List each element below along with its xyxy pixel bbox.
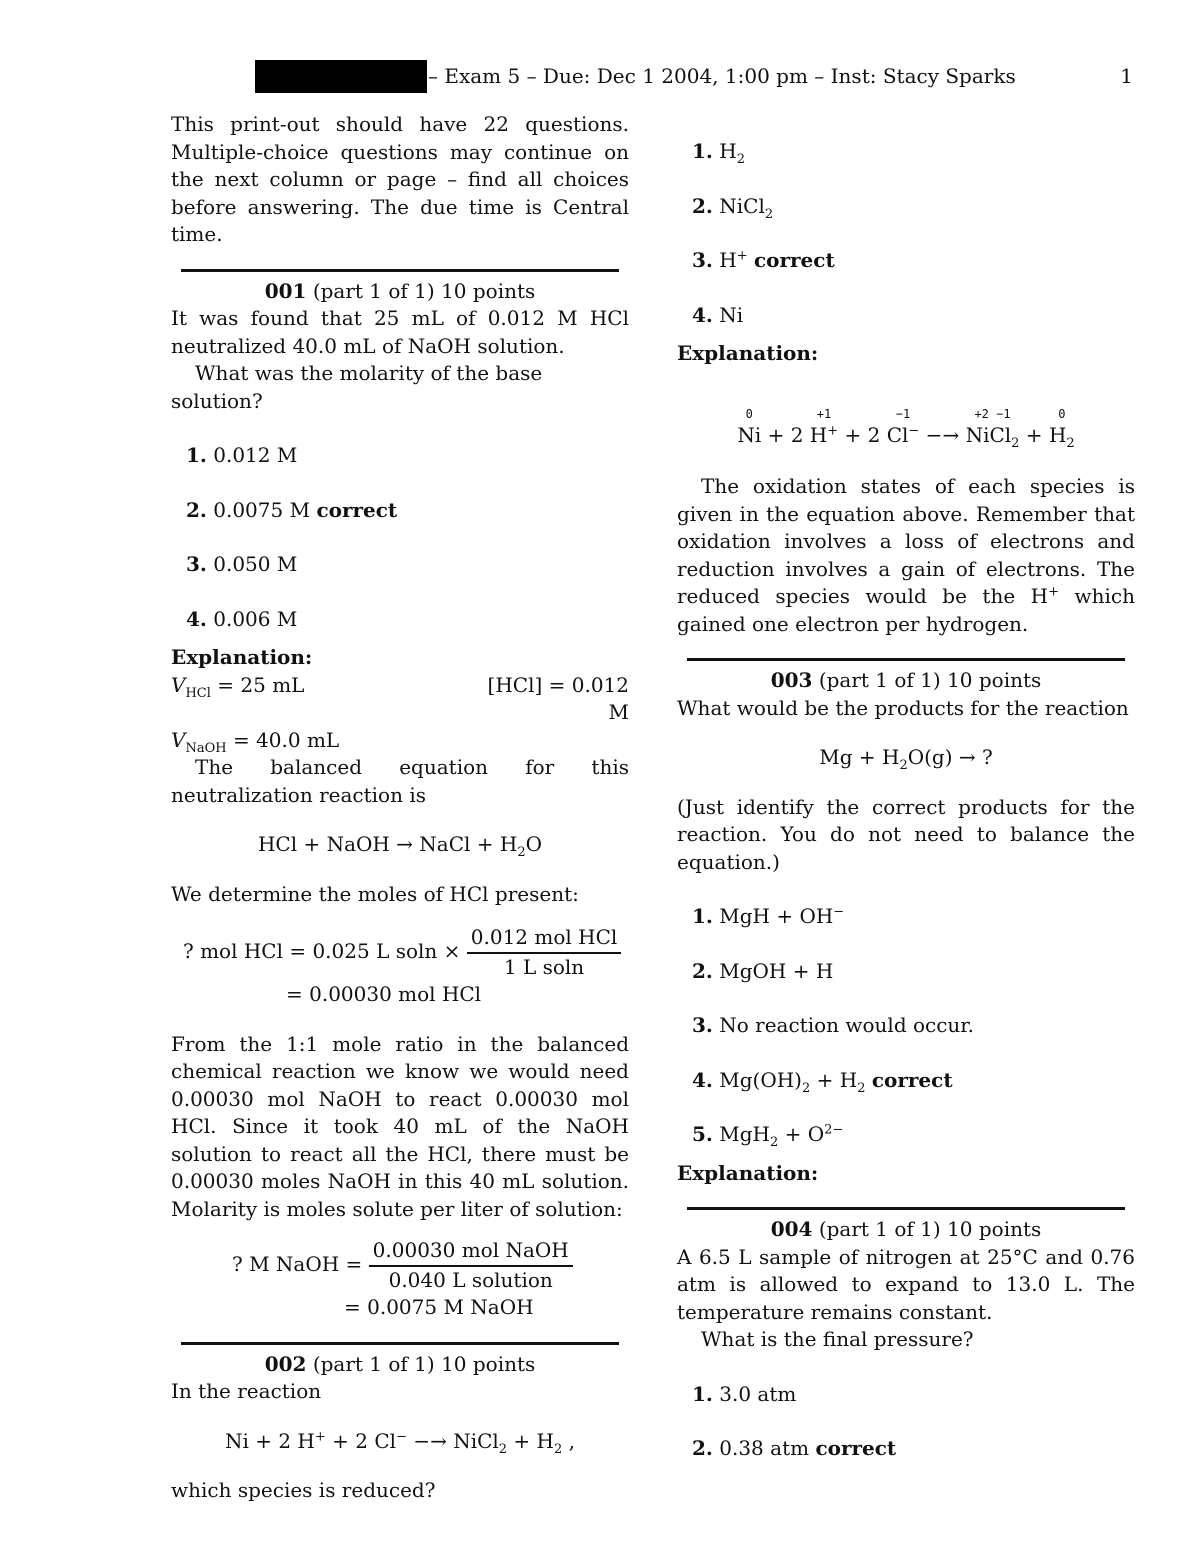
question-text: A 6.5 L sample of nitrogen at 25°C and 0.76 atm is allowed to expand to 13.0 L. The temperature remains constant. (677, 1244, 1135, 1324)
question-001 (171, 278, 629, 1322)
question-prompt: which species is reduced? (171, 1478, 436, 1502)
question-002 (171, 1351, 629, 1505)
reaction-equation: Ni + 2 H+ + 2 Cl− −→ NiCl$_2$ + $H_2$ , (224, 1428, 575, 1457)
neutralization-equation: HCl + NaOH → NaCl + $H_2O$ (257, 832, 543, 860)
choice-3[interactable]: 3. No reaction would occur. (692, 1013, 975, 1037)
page-number: 1 (1120, 64, 1133, 88)
choice-4[interactable]: 4. $Mg(OH)_2 + H_2$ correct (692, 1067, 953, 1096)
choice-1[interactable]: 1. 0.012 M (186, 443, 298, 467)
right-column (677, 111, 1135, 1463)
question-note: (Just identify the correct products for the reaction. You do not need to balance the equation.) (677, 794, 1135, 874)
choice-2[interactable]: 2. MgOH + H (692, 958, 834, 983)
correct-marker: correct (871, 1067, 953, 1092)
choice-2[interactable]: 2. 0.0075 M correct (186, 497, 398, 522)
reaction-equation: $Mg + H_2O(g)$ → ? (819, 745, 993, 773)
question-003 (677, 667, 1135, 1187)
molarity-calculation: ? M NaOH = $\frac{\text{0.00030 mol NaOH}}{\text{0.040 L solution}}$ (171, 1237, 629, 1294)
ratio-explanation: From the 1:1 mole ratio in the balanced chemical reaction we know we would need 0.00030 mol NaOH to react 0.00030 mol HCl. Since it took 40 mL of the NaOH solution to react all the HCl, there must be 0.00030 moles NaOH in this 40 mL solution. Molarity is moles solute per liter of solution: (171, 1031, 629, 1221)
left-column (171, 111, 629, 1505)
question-prompt: What is the final pressure? (701, 1327, 974, 1351)
redacted-name-block (255, 60, 427, 93)
correct-marker: correct (316, 497, 398, 522)
question-header: 003 (part 1 of 1) 10 points (770, 668, 1042, 692)
explanation-label: Explanation: (677, 1160, 819, 1185)
question-header: 002 (part 1 of 1) 10 points (264, 1351, 536, 1376)
oxidation-state-equation: Ni 0 + 2 H+ +1 + 2 Cl− −1 −→ NiCl$_2$ +2 −1 + $H_2$ 0 (737, 406, 1075, 451)
choice-3[interactable]: 3. H+ correct (692, 248, 835, 272)
question-prompt: What was the molarity of the base solution? (171, 361, 543, 413)
choice-1[interactable]: 1. 3.0 atm (692, 1381, 797, 1406)
balanced-intro: The balanced equation for this neutralization reaction is (171, 755, 629, 807)
given-naoh-volume: $V_{NaOH} = 40.0$ mL (171, 727, 340, 756)
question-text: What would be the products for the reaction (677, 695, 1129, 720)
moles-result: = 0.00030 mol HCl (286, 982, 482, 1006)
question-header: 004 (part 1 of 1) 10 points (770, 1217, 1042, 1241)
moles-intro: We determine the moles of HCl present: (171, 881, 579, 906)
choice-2[interactable]: 2. 0.38 atm correct (692, 1436, 897, 1460)
question-text: It was found that 25 mL of 0.012 M HCl neutralized 40.0 mL of NaOH solution. (171, 306, 629, 358)
choice-3[interactable]: 3. 0.050 M (186, 552, 298, 576)
intro-text: This print-out should have 22 questions. Multiple-choice questions may continue on the next column or page – find all choices before answering. The due time is Central time. (171, 112, 629, 246)
choice-5[interactable]: 5. $MgH_2 + O^{2-}$ (692, 1122, 844, 1150)
given-values: $V_{HCl} = 25$ mL [HCl] = 0.012 M (171, 672, 629, 724)
molarity-result: = 0.0075 M NaOH (344, 1295, 534, 1319)
page-header (255, 60, 1140, 94)
explanation-label: Explanation: (171, 645, 313, 669)
question-004 (677, 1216, 1135, 1463)
question-header: 001 (part 1 of 1) 10 points (264, 278, 536, 303)
choice-1[interactable]: 1. $H_2$ (692, 139, 745, 167)
question-text: In the reaction (171, 1379, 322, 1403)
choice-2[interactable]: 2. NiCl$_2$ (692, 193, 774, 222)
correct-marker: correct (815, 1436, 897, 1460)
choice-4[interactable]: 4. Ni (692, 302, 744, 327)
moles-calculation: ? mol HCl = 0.025 L soln × $\frac{\text{0.012 mol HCl}}{\text{1 L soln}}$ (171, 924, 629, 981)
choice-1[interactable]: 1. MgH + OH− (692, 904, 845, 928)
header-title: – Exam 5 – Due: Dec 1 2004, 1:00 pm – Inst: Stacy Sparks (428, 64, 1016, 88)
correct-marker: correct (753, 248, 835, 272)
explanation-label: Explanation: (677, 341, 819, 365)
choice-4[interactable]: 4. 0.006 M (186, 606, 298, 631)
oxidation-explanation: The oxidation states of each species is given in the equation above. Remember that oxidation involves a loss of electrons and reduction involves a gain of electrons. The reduced species would be the H+ which gained one electron per hydrogen. (677, 474, 1135, 636)
